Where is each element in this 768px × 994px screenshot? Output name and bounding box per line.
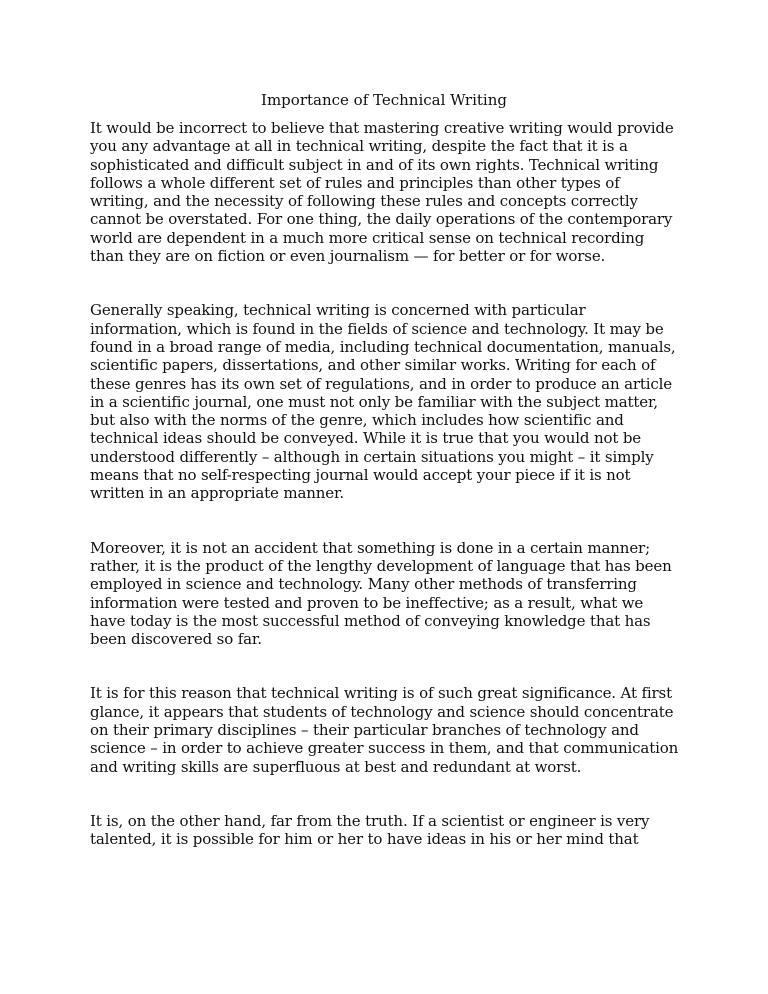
paragraph-5: It is, on the other hand, far from the truth. If a scientist or engineer is very talented, it is possible for him or her to have ideas in his or her mind that: [90, 811, 650, 849]
paragraph-3: Moreover, it is not an accident that something is done in a certain manner; rather, it is the product of the lengthy development of language that has been employed in science and technology. Many other methods of transferring information were tested and proven to be ineffective; as a result, what we have today is the most successful method of conveying knowledge that has been discovered so far.: [90, 538, 672, 649]
document-body: [90, 119, 682, 849]
document-title: Importance of Technical Writing: [261, 91, 507, 109]
paragraph-2: Generally speaking, technical writing is concerned with particular information, which is found in the fields of science and technology. It may be found in a broad range of media, including technical documentation, manuals, scientific papers, dissertations, and other similar works. Writing for each of these genres has its own set of regulations, and in order to produce an article in a scientific journal, one must not only be familiar with the subject matter, but also with the norms of the genre, which includes how scientific and technical ideas should be conveyed. While it is true that you would not be understood differently – although in certain situations you might – it simply means that no self-respecting journal would accept your piece if it is not written in an appropriate manner.: [90, 301, 676, 503]
paragraph-4: It is for this reason that technical writing is of such great significance. At first glance, it appears that students of technology and science should concentrate on their primary disciplines – their particular branches of technology and science – in order to achieve greater success in them, and that communication and writing skills are superfluous at best and redundant at worst.: [90, 684, 679, 776]
paragraph-1: It would be incorrect to believe that mastering creative writing would provide you any advantage at all in technical writing, despite the fact that it is a sophisticated and difficult subject in and of its own rights. Technical writing follows a whole different set of rules and principles than other types of writing, and the necessity of following these rules and concepts correctly cannot be overstated. For one thing, the daily operations of the contemporary world are dependent in a much more critical sense on technical recording than they are on fiction or even journalism — for better or for worse.: [90, 119, 674, 266]
